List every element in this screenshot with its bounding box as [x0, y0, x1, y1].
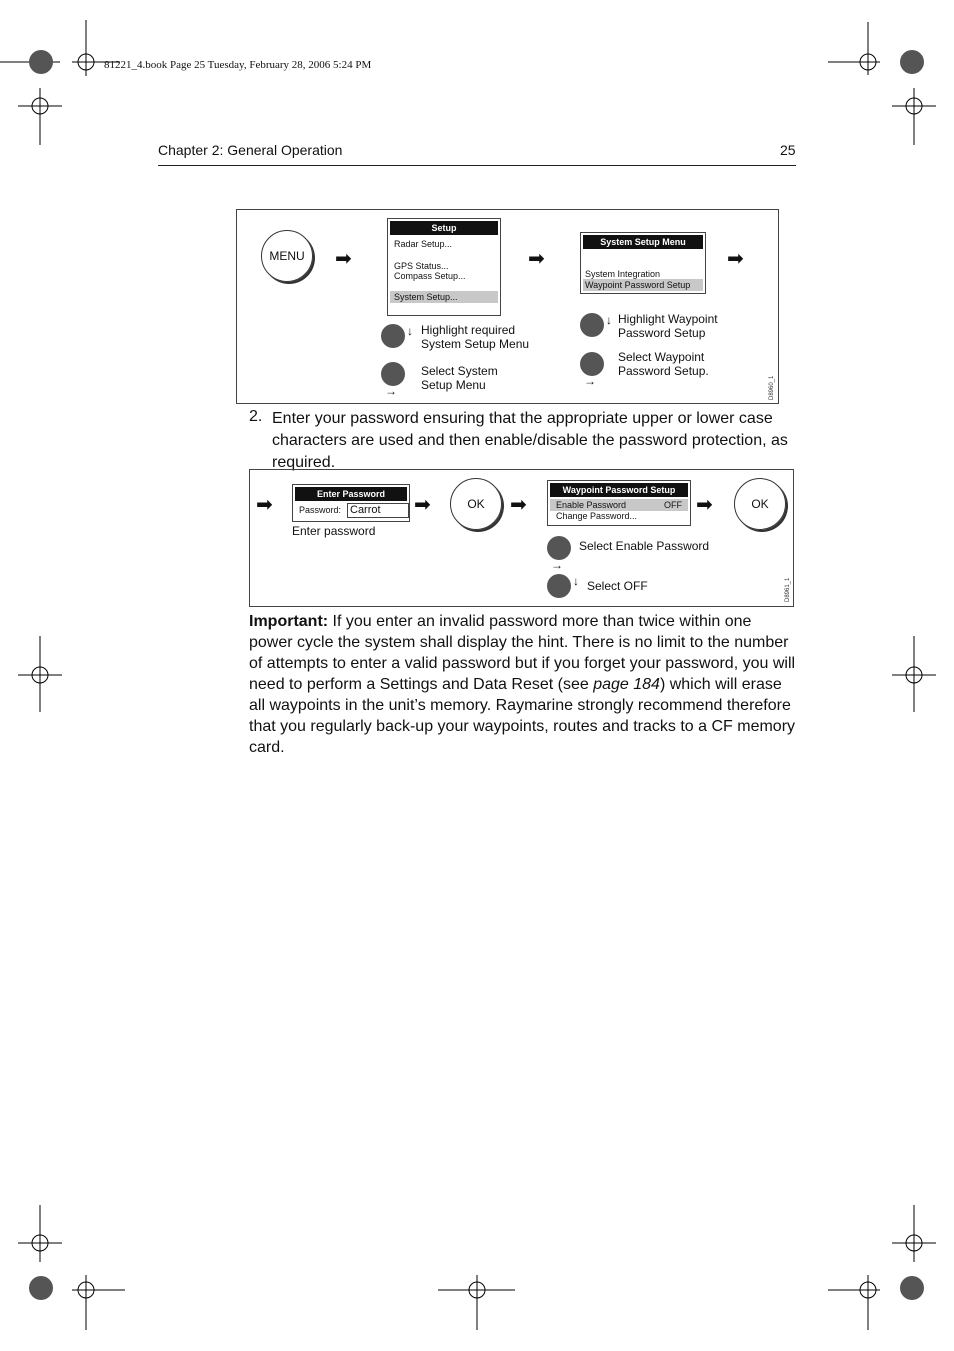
- trackpad-icon: [547, 536, 571, 560]
- menu-button[interactable]: MENU: [261, 230, 313, 282]
- waypoint-password-menu: [547, 480, 691, 526]
- menu-item-waypoint-password[interactable]: Waypoint Password Setup: [583, 279, 703, 291]
- setup-menu: [387, 218, 501, 316]
- important-note: [249, 611, 797, 758]
- caption-highlight-waypoint: Highlight Waypoint Password Setup: [618, 312, 718, 340]
- ok-button[interactable]: OK: [734, 478, 786, 530]
- menu-item-change-password[interactable]: Change Password...: [556, 511, 638, 521]
- password-label: Password:: [299, 505, 342, 515]
- figure-code: D8961_1: [785, 577, 791, 602]
- arrow-icon: ➡: [256, 494, 273, 516]
- caption-select-off: Select OFF: [587, 579, 648, 593]
- down-arrow-icon: ↓: [573, 574, 579, 588]
- trackpad-icon: [547, 574, 571, 598]
- caption-select-system: Select System Setup Menu: [421, 364, 498, 392]
- caption-highlight-system: Highlight required System Setup Menu: [421, 323, 530, 351]
- trackpad-icon: [381, 362, 405, 386]
- arrow-icon: ➡: [727, 248, 744, 270]
- step-number: 2.: [249, 408, 263, 425]
- waypoint-menu-title: Waypoint Password Setup: [550, 483, 688, 497]
- system-setup-menu: [580, 232, 706, 294]
- arrow-icon: ➡: [414, 494, 431, 516]
- enter-password-title: Enter Password: [295, 487, 407, 501]
- caption-select-waypoint: Select Waypoint Password Setup.: [618, 350, 709, 378]
- important-text-1: If you enter an invalid password more than twice within one power cycle the system shall display the hint. There is no limit to the number of attempts to enter a valid password but if you forget your password, you will need to perform a Settings and Data Reset (see: [249, 613, 796, 693]
- arrow-icon: ➡: [528, 248, 545, 270]
- system-setup-menu-title: System Setup Menu: [583, 235, 703, 249]
- step-text: Enter your password ensuring that the appropriate upper or lower case characters are used and then enable/disable the password protection, as required.: [272, 410, 788, 471]
- caption-select-enable: Select Enable Password: [579, 539, 710, 553]
- trackpad-icon: [381, 324, 405, 348]
- enter-password-dialog: [292, 484, 410, 522]
- header-rule: [158, 165, 796, 166]
- caption-enter-password: Enter password: [292, 524, 376, 538]
- down-arrow-icon: ↓: [606, 313, 612, 327]
- ok-button[interactable]: OK: [450, 478, 502, 530]
- important-label: Important:: [249, 613, 329, 630]
- trackpad-icon: [580, 313, 604, 337]
- chapter-title: Chapter 2: General Operation: [158, 142, 343, 158]
- trackpad-icon: [580, 352, 604, 376]
- right-arrow-icon: →: [385, 384, 397, 398]
- down-arrow-icon: ↓: [407, 324, 413, 338]
- right-arrow-icon: →: [584, 374, 596, 388]
- menu-item-system-setup[interactable]: System Setup...: [390, 291, 498, 303]
- arrow-icon: ➡: [510, 494, 527, 516]
- page-link[interactable]: page 184: [593, 676, 660, 693]
- diagram-password: [249, 469, 794, 607]
- menu-item-compass[interactable]: Compass Setup...: [394, 271, 466, 281]
- menu-item-gps[interactable]: GPS Status...: [394, 261, 449, 271]
- arrow-icon: ➡: [696, 494, 713, 516]
- menu-item-enable-password[interactable]: [550, 499, 688, 511]
- password-input[interactable]: Carrot: [347, 503, 409, 518]
- menu-item-system-integration[interactable]: System Integration: [585, 269, 661, 279]
- setup-menu-title: Setup: [390, 221, 498, 235]
- print-slug: 81221_4.book Page 25 Tuesday, February 28, 2006 5:24 PM: [104, 59, 372, 71]
- page-number: 25: [780, 142, 796, 158]
- enable-password-value: OFF: [664, 500, 682, 510]
- arrow-icon: ➡: [335, 248, 352, 270]
- important-text-2: ) which will erase all waypoints in the unit’s memory. Raymarine strongly recommend therefore that you regularly back-up your waypoints, routes and tracks to a CF memory card.: [249, 676, 796, 756]
- figure-code: D8960_1: [769, 375, 775, 400]
- right-arrow-icon: →: [551, 558, 563, 572]
- diagram-system-setup: [236, 209, 779, 404]
- menu-item-radar[interactable]: Radar Setup...: [394, 239, 453, 249]
- enable-password-label: Enable Password: [556, 500, 627, 510]
